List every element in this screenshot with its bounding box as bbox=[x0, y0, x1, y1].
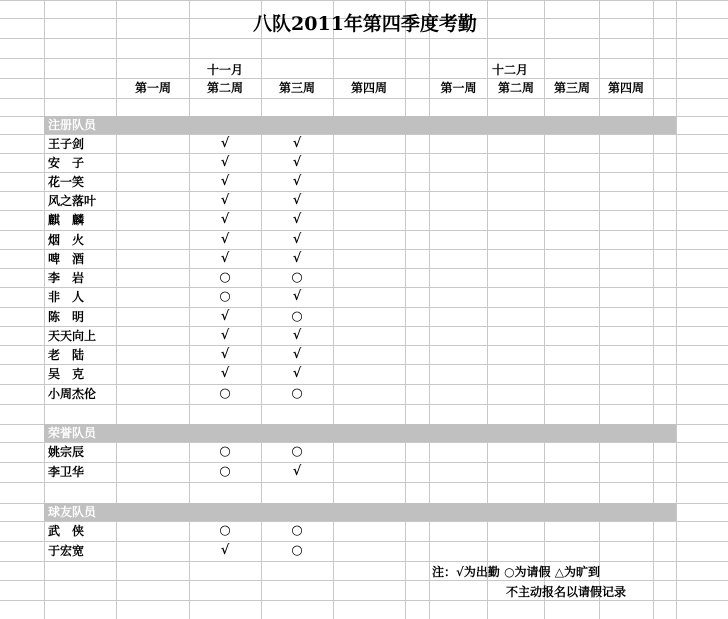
legend-rule: 不主动报名以请假记录 bbox=[506, 585, 627, 599]
registered-attendance-nov-week2: ○ bbox=[219, 270, 231, 285]
section-band-registered bbox=[44, 116, 676, 134]
month-header-nov: 十一月 bbox=[206, 63, 243, 77]
section-label-registered: 注册队员 bbox=[48, 118, 97, 132]
registered-attendance-nov-week3: √ bbox=[292, 136, 302, 151]
section-label-honor: 荣誉队员 bbox=[48, 426, 97, 440]
week-header-nov-2: 第二周 bbox=[206, 81, 243, 95]
registered-attendance-nov-week3: √ bbox=[292, 328, 302, 343]
registered-attendance-nov-week2: √ bbox=[220, 328, 230, 343]
registered-attendance-nov-week2: √ bbox=[220, 212, 230, 227]
fan-attendance-nov-week3: ○ bbox=[291, 543, 303, 558]
week-header-dec-1: 第一周 bbox=[440, 81, 477, 95]
registered-attendance-nov-week3: √ bbox=[292, 289, 302, 304]
registered-attendance-nov-week3: √ bbox=[292, 193, 302, 208]
registered-attendance-nov-week2: √ bbox=[220, 193, 230, 208]
registered-attendance-nov-week2: √ bbox=[220, 366, 230, 381]
week-header-nov-4: 第四周 bbox=[350, 81, 387, 95]
registered-member-name: 吴 克 bbox=[48, 367, 85, 381]
registered-member-name: 天天向上 bbox=[48, 329, 97, 343]
registered-member-name: 烟 火 bbox=[48, 233, 85, 247]
honor-attendance-nov-week3: ○ bbox=[291, 444, 303, 459]
registered-attendance-nov-week2: ○ bbox=[219, 386, 231, 401]
section-label-fans: 球友队员 bbox=[48, 505, 97, 519]
sheet-title: 八队2011年第四季度考勤 bbox=[253, 13, 477, 35]
week-header-nov-3: 第三周 bbox=[278, 81, 315, 95]
section-band-honor bbox=[44, 424, 676, 442]
honor-member-name: 姚宗辰 bbox=[48, 445, 85, 459]
registered-attendance-nov-week2: √ bbox=[220, 155, 230, 170]
registered-member-name: 小周杰伦 bbox=[48, 387, 97, 401]
registered-member-name: 安 子 bbox=[48, 156, 85, 170]
fan-attendance-nov-week2: ○ bbox=[219, 523, 231, 538]
registered-member-name: 非 人 bbox=[48, 290, 85, 304]
registered-attendance-nov-week2: √ bbox=[220, 347, 230, 362]
registered-attendance-nov-week3: ○ bbox=[291, 270, 303, 285]
fan-member-name: 于宏宽 bbox=[48, 544, 85, 558]
registered-attendance-nov-week3: √ bbox=[292, 232, 302, 247]
fan-attendance-nov-week2: √ bbox=[220, 543, 230, 558]
registered-attendance-nov-week2: √ bbox=[220, 309, 230, 324]
registered-attendance-nov-week3: √ bbox=[292, 251, 302, 266]
registered-attendance-nov-week2: √ bbox=[220, 136, 230, 151]
week-header-dec-4: 第四周 bbox=[607, 81, 644, 95]
registered-attendance-nov-week2: √ bbox=[220, 232, 230, 247]
honor-attendance-nov-week2: ○ bbox=[219, 444, 231, 459]
registered-member-name: 老 陆 bbox=[48, 348, 85, 362]
fan-member-name: 武 侠 bbox=[48, 524, 85, 538]
registered-attendance-nov-week2: √ bbox=[220, 251, 230, 266]
registered-member-name: 陈 明 bbox=[48, 310, 85, 324]
registered-attendance-nov-week3: √ bbox=[292, 212, 302, 227]
registered-attendance-nov-week2: ○ bbox=[219, 289, 231, 304]
registered-member-name: 王子剑 bbox=[48, 137, 85, 151]
honor-attendance-nov-week2: ○ bbox=[219, 464, 231, 479]
legend-note: 注：√为出勤 ○为请假 △为旷到 bbox=[432, 565, 600, 579]
week-header-dec-3: 第三周 bbox=[553, 81, 590, 95]
registered-attendance-nov-week3: √ bbox=[292, 155, 302, 170]
registered-attendance-nov-week2: √ bbox=[220, 174, 230, 189]
week-header-dec-2: 第二周 bbox=[497, 81, 534, 95]
registered-attendance-nov-week3: ○ bbox=[291, 309, 303, 324]
registered-attendance-nov-week3: ○ bbox=[291, 386, 303, 401]
honor-attendance-nov-week3: √ bbox=[292, 464, 302, 479]
honor-member-name: 李卫华 bbox=[48, 465, 85, 479]
registered-member-name: 风之落叶 bbox=[48, 194, 97, 208]
week-header-nov-1: 第一周 bbox=[134, 81, 171, 95]
section-band-fans bbox=[44, 503, 676, 521]
registered-member-name: 啤 酒 bbox=[48, 252, 85, 266]
registered-attendance-nov-week3: √ bbox=[292, 174, 302, 189]
month-header-dec: 十二月 bbox=[491, 63, 528, 77]
registered-member-name: 花一笑 bbox=[48, 175, 85, 189]
fan-attendance-nov-week3: ○ bbox=[291, 523, 303, 538]
registered-member-name: 李 岩 bbox=[48, 271, 85, 285]
registered-attendance-nov-week3: √ bbox=[292, 347, 302, 362]
registered-attendance-nov-week3: √ bbox=[292, 366, 302, 381]
registered-member-name: 麒 麟 bbox=[48, 213, 85, 227]
